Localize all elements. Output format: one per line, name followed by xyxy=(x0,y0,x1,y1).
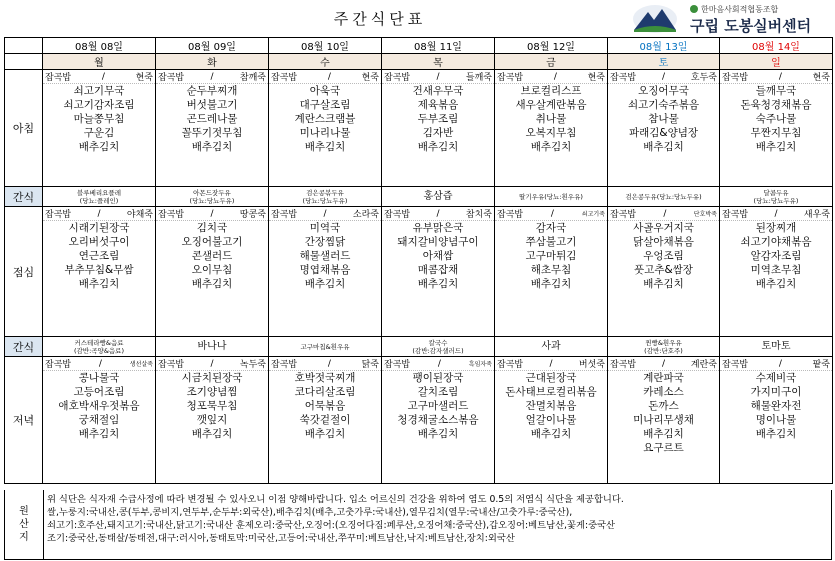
menu-item: 어묵볶음 xyxy=(304,400,346,412)
weekday-cell: 화 xyxy=(156,54,269,70)
rice-type: 잡곡밥 xyxy=(610,73,637,83)
menu-item: 김자반 xyxy=(422,127,454,139)
menu-item: 고구마샐러드 xyxy=(407,400,469,412)
lunch-menu-cell xyxy=(608,207,720,337)
breakfast-menu-cell xyxy=(43,70,156,187)
menu-item: 배추김치 xyxy=(417,141,459,153)
menu-item: 코다리살조림 xyxy=(294,386,356,398)
meal-label-breakfast: 아침 xyxy=(5,70,43,187)
menu-item: 두부조림 xyxy=(417,113,459,125)
rice-soup-line xyxy=(495,357,607,371)
rice-soup-line xyxy=(43,70,155,84)
rice-type: 잡곡밥 xyxy=(497,360,524,370)
menu-item: 근대된장국 xyxy=(525,372,577,384)
weekly-menu-table xyxy=(4,37,833,484)
rice-soup-line xyxy=(608,70,719,84)
menu-item: 쇠고기무국 xyxy=(73,85,125,97)
menu-item: 미나리나물 xyxy=(299,127,351,139)
menu-item: 고등어조림 xyxy=(73,386,125,398)
meal-label-snack: 간식 xyxy=(5,187,43,207)
menu-item: 잔멸치볶음 xyxy=(525,400,577,412)
menu-item: 곤드레나물 xyxy=(186,113,238,125)
menu-item: 배추김치 xyxy=(643,141,684,153)
rice-soup-line xyxy=(269,70,381,84)
breakfast-menu-cell xyxy=(720,70,833,187)
menu-item: 가지미구이 xyxy=(750,386,802,398)
menu-item: 미나리무생채 xyxy=(633,414,694,426)
menu-item: 배추김치 xyxy=(304,428,346,440)
separator: / xyxy=(323,208,327,219)
snack-cell xyxy=(608,187,720,207)
menu-item: 건새우무국 xyxy=(412,85,464,97)
menu-item: 얼갈이나물 xyxy=(525,414,577,426)
menu-item: 깻잎지 xyxy=(196,414,228,426)
date-cell: 08월 10일 xyxy=(269,38,382,54)
lunch-menu-cell xyxy=(720,207,833,337)
menu-item: 배추김치 xyxy=(417,428,459,440)
menu-item: 아욱국 xyxy=(309,85,341,97)
note-line: 위 식단은 식자재 수급사정에 따라 변경될 수 있사오니 이점 양해바랍니다. 입소 어르신의 건강을 위하여 염도 0.5의 저염식 식단을 제공합니다. xyxy=(47,494,624,505)
separator: / xyxy=(327,71,331,82)
porridge-type: 땅콩죽 xyxy=(239,210,266,220)
center-logo xyxy=(632,2,832,36)
porridge-type: 녹두죽 xyxy=(239,360,266,370)
rice-soup-line xyxy=(156,207,268,221)
separator: / xyxy=(661,71,666,82)
snack-note: (감반:단호주) xyxy=(644,346,683,355)
menu-item: 부추무침&무쌈 xyxy=(64,264,134,276)
snack-item: 토마토 xyxy=(761,340,791,352)
separator: / xyxy=(661,358,666,369)
snack-item: 찐빵&흰우유 xyxy=(645,338,682,347)
porridge-type: 팥죽 xyxy=(812,360,830,370)
separator: / xyxy=(778,71,782,82)
date-cell: 08월 08일 xyxy=(43,38,156,54)
separator: / xyxy=(210,358,214,369)
menu-item: 오징어무국 xyxy=(638,85,689,97)
menu-item: 아채쌈 xyxy=(422,250,454,262)
menu-item: 요구르트 xyxy=(643,442,684,454)
rice-type: 잡곡밥 xyxy=(722,360,749,370)
weekday-cell: 일 xyxy=(720,54,833,70)
rice-type: 잡곡밥 xyxy=(384,210,411,220)
menu-item: 매콤잡채 xyxy=(417,264,459,276)
menu-item: 꼴뚜기젓무침 xyxy=(181,127,243,139)
separator: / xyxy=(436,71,440,82)
snack-cell xyxy=(495,337,608,357)
mountain-logo-icon xyxy=(632,4,678,34)
porridge-type: 현죽 xyxy=(812,73,830,83)
menu-item: 시래기된장국 xyxy=(68,222,130,234)
rice-soup-line xyxy=(608,357,719,371)
snack-note: (감반:감자샐러드) xyxy=(412,346,464,355)
snack-item: 아몬드잣두유 xyxy=(193,188,231,197)
separator: / xyxy=(437,358,441,369)
menu-item: 수제비국 xyxy=(755,372,797,384)
rice-type: 잡곡밥 xyxy=(610,360,637,370)
porridge-type: 소라죽 xyxy=(352,210,379,220)
dinner-menu-cell xyxy=(269,357,382,484)
menu-item: 명엽채볶음 xyxy=(299,264,351,276)
snack-item: 홍삼즙 xyxy=(423,190,453,202)
menu-item: 숙주나물 xyxy=(755,113,797,125)
menu-item: 배추김치 xyxy=(643,278,684,290)
rice-type: 잡곡밥 xyxy=(271,73,298,83)
menu-item: 돼지갈비양념구이 xyxy=(397,236,479,248)
date-cell: 08월 11일 xyxy=(382,38,495,54)
separator: / xyxy=(549,358,553,369)
menu-item: 배추김치 xyxy=(304,141,346,153)
porridge-type: 현죽 xyxy=(587,73,605,83)
snack-note: (당뇨:당뇨두유) xyxy=(189,196,235,205)
note-line: 쌀,누룽지:국내산,콩(두부,콩비지,연두부,순두부:외국산),배추김치(배추,고춧가루:국내산),열무김치(열무:국내산/고춧가루:중국산), xyxy=(47,507,573,518)
menu-item: 해물완자전 xyxy=(750,400,802,412)
menu-item: 궁채절임 xyxy=(78,414,120,426)
rice-type: 잡곡밥 xyxy=(497,73,524,83)
menu-item: 배추김치 xyxy=(530,428,572,440)
porridge-type: 현죽 xyxy=(135,73,153,83)
weekday-cell: 목 xyxy=(382,54,495,70)
dinner-menu-cell xyxy=(43,357,156,484)
menu-item: 무짠지무침 xyxy=(750,127,802,139)
snack-item: 달콤두유 xyxy=(763,188,789,197)
menu-item: 계란스크램블 xyxy=(294,113,356,125)
date-cell: 08월 09일 xyxy=(156,38,269,54)
rice-soup-line xyxy=(720,357,832,371)
menu-item: 참나물 xyxy=(648,113,679,125)
weekday-cell: 금 xyxy=(495,54,608,70)
porridge-type: 생선살죽 xyxy=(129,361,153,368)
menu-item: 고구마튀김 xyxy=(525,250,577,262)
rice-type: 잡곡밥 xyxy=(497,210,524,220)
menu-item: 알감자조림 xyxy=(750,250,802,262)
menu-item: 오리버섯구이 xyxy=(68,236,130,248)
menu-item: 오이무침 xyxy=(191,264,233,276)
snack-cell xyxy=(156,337,269,357)
snack-item: 검은콩볶두유 xyxy=(306,188,344,197)
rice-type: 잡곡밥 xyxy=(384,360,411,370)
menu-item: 김치국 xyxy=(196,222,228,234)
lunch-menu-cell xyxy=(495,207,608,337)
menu-item: 들깨무국 xyxy=(755,85,797,97)
date-cell: 08월 12일 xyxy=(495,38,608,54)
menu-item: 우엉조림 xyxy=(643,250,684,262)
snack-note: (당뇨:당뇨두유) xyxy=(302,196,348,205)
snack-cell xyxy=(720,187,833,207)
note-line: 쇠고기:호주산,돼지고기:국내산,닭고기:국내산 훈제오리:중국산,오징어:(오징어다짐:페루산,오징어채:중국산),갑오징어:베트남산,꽃게:중국산 xyxy=(47,520,616,531)
snack-note: (당뇨:플레인) xyxy=(79,196,119,205)
rice-type: 잡곡밥 xyxy=(158,360,185,370)
org-name: 한마음사회적협동조합 xyxy=(690,4,778,15)
separator: / xyxy=(550,208,554,219)
separator: / xyxy=(774,208,778,219)
breakfast-menu-cell xyxy=(156,70,269,187)
menu-item: 돈사태브로컬리볶음 xyxy=(505,386,597,398)
menu-item: 해초무침 xyxy=(530,264,572,276)
rice-soup-line xyxy=(156,357,268,371)
porridge-type: 새우죽 xyxy=(803,210,830,220)
weekday-cell: 수 xyxy=(269,54,382,70)
menu-item: 명이나물 xyxy=(755,414,797,426)
snack-item: 검은콩두유(당뇨:당뇨두유) xyxy=(625,192,702,201)
snack-cell xyxy=(608,337,720,357)
snack-cell xyxy=(495,187,608,207)
menu-item: 배추김치 xyxy=(417,278,459,290)
menu-item: 갈치조림 xyxy=(417,386,459,398)
menu-item: 유부맑은국 xyxy=(412,222,464,234)
corner-cell xyxy=(5,38,43,54)
rice-soup-line xyxy=(156,70,268,84)
rice-type: 잡곡밥 xyxy=(271,360,298,370)
separator: / xyxy=(101,71,105,82)
date-cell: 08월 13일 xyxy=(608,38,720,54)
porridge-type: 야채죽 xyxy=(126,210,153,220)
menu-item: 콩나물국 xyxy=(78,372,120,384)
menu-item: 쇠고기숙주볶음 xyxy=(627,99,699,111)
rice-type: 잡곡밥 xyxy=(45,73,72,83)
rice-type: 잡곡밥 xyxy=(722,73,749,83)
menu-item: 닭살아채볶음 xyxy=(633,236,694,248)
snack-item: 블루베리요플레 xyxy=(77,188,121,197)
meal-label-snack: 간식 xyxy=(5,337,43,357)
menu-item: 청경채굴소스볶음 xyxy=(397,414,479,426)
menu-item: 청포묵무침 xyxy=(186,400,238,412)
separator: / xyxy=(327,358,331,369)
menu-item: 버섯불고기 xyxy=(186,99,238,111)
meal-label-dinner: 저녁 xyxy=(5,357,43,484)
lunch-menu-cell xyxy=(43,207,156,337)
separator: / xyxy=(553,71,557,82)
rice-type: 잡곡밥 xyxy=(384,73,411,83)
date-cell: 08월 14일 xyxy=(720,38,833,54)
snack-item: 딸기우유(당뇨:흰우유) xyxy=(519,192,583,201)
snack-item: 칼국수 xyxy=(428,338,448,347)
menu-item: 마늘쫑무침 xyxy=(73,113,125,125)
weekday-cell: 토 xyxy=(608,54,720,70)
menu-item: 배추김치 xyxy=(530,278,572,290)
snack-item: 고구마칩&흰우유 xyxy=(300,342,350,351)
menu-item: 조기양념찜 xyxy=(186,386,238,398)
porridge-type: 계란죽 xyxy=(690,360,717,370)
rice-type: 잡곡밥 xyxy=(45,360,72,370)
menu-item: 쇠고기야채볶음 xyxy=(740,236,812,248)
note-line: 조기:중국산,동태살/동태전,대구:러시아,동태토막:미국산,고등어:국내산,쭈꾸미:베트남산,낙지:베트남산,장치:외국산 xyxy=(47,533,515,544)
menu-item: 연근조림 xyxy=(78,250,120,262)
menu-item: 된장찌개 xyxy=(755,222,797,234)
porridge-type: 흑임자죽 xyxy=(468,361,492,368)
porridge-type: 버섯죽 xyxy=(578,360,605,370)
menu-item: 오복지무침 xyxy=(525,127,577,139)
menu-item: 배추김치 xyxy=(191,141,233,153)
menu-item: 시금치된장국 xyxy=(181,372,243,384)
snack-note: (당뇨:당뇨두유) xyxy=(753,196,799,205)
menu-item: 배추김치 xyxy=(78,141,120,153)
porridge-type: 참깨죽 xyxy=(239,73,266,83)
rice-type: 잡곡밥 xyxy=(722,210,749,220)
porridge-type: 참치죽 xyxy=(465,210,492,220)
snack-cell xyxy=(43,187,156,207)
center-name: 구립 도봉실버센터 xyxy=(690,17,812,35)
menu-item: 미역초무침 xyxy=(750,264,802,276)
menu-item: 배추김치 xyxy=(78,278,120,290)
menu-item: 애호박새우젓볶음 xyxy=(58,400,140,412)
lunch-menu-cell xyxy=(382,207,495,337)
snack-note: (감반:곡양&음료) xyxy=(73,346,124,355)
origin-text xyxy=(47,493,827,545)
rice-soup-line xyxy=(43,357,155,371)
menu-item: 새우살계란볶음 xyxy=(515,99,587,111)
rice-type: 잡곡밥 xyxy=(158,73,185,83)
porridge-type: 쇠고기죽 xyxy=(581,211,605,218)
menu-item: 대구살조림 xyxy=(299,99,351,111)
menu-item: 브로컬리스프 xyxy=(520,85,582,97)
snack-cell xyxy=(269,187,382,207)
rice-soup-line xyxy=(495,70,607,84)
menu-item: 오징어불고기 xyxy=(181,236,243,248)
rice-soup-line xyxy=(495,207,607,221)
snack-item: 바나나 xyxy=(197,340,227,352)
menu-item: 호박젓국찌개 xyxy=(294,372,356,384)
separator: / xyxy=(210,208,214,219)
menu-item: 배추김치 xyxy=(530,141,572,153)
snack-cell xyxy=(382,187,495,207)
menu-item: 쇠고기감자조림 xyxy=(63,99,135,111)
rice-soup-line xyxy=(382,357,494,371)
menu-item: 계란파국 xyxy=(643,372,684,384)
lunch-menu-cell xyxy=(269,207,382,337)
menu-item: 풋고추&쌈장 xyxy=(634,264,693,276)
porridge-type: 호두죽 xyxy=(690,73,717,83)
breakfast-menu-cell xyxy=(495,70,608,187)
menu-item: 간장찜닭 xyxy=(304,236,346,248)
separator: / xyxy=(663,208,667,219)
menu-item: 팽이된장국 xyxy=(412,372,464,384)
menu-item: 배추김치 xyxy=(755,141,797,153)
rice-type: 잡곡밥 xyxy=(610,210,637,220)
porridge-type: 들깨죽 xyxy=(465,73,492,83)
menu-item: 배추김치 xyxy=(643,428,684,440)
rice-type: 잡곡밥 xyxy=(158,210,185,220)
porridge-type: 닭죽 xyxy=(361,360,379,370)
menu-item: 쑥갓겉절이 xyxy=(299,414,351,426)
menu-item: 카레소스 xyxy=(643,386,684,398)
snack-cell xyxy=(382,337,495,357)
snack-cell xyxy=(269,337,382,357)
menu-item: 해물샐러드 xyxy=(299,250,351,262)
rice-soup-line xyxy=(720,70,832,84)
porridge-type: 현죽 xyxy=(361,73,379,83)
snack-cell xyxy=(156,187,269,207)
breakfast-menu-cell xyxy=(608,70,720,187)
dinner-menu-cell xyxy=(720,357,833,484)
menu-item: 구운김 xyxy=(83,127,115,139)
menu-item: 감자국 xyxy=(535,222,567,234)
rice-type: 잡곡밥 xyxy=(45,210,72,220)
snack-item: 사과 xyxy=(541,340,561,352)
origin-notes xyxy=(4,490,832,560)
breakfast-menu-cell xyxy=(382,70,495,187)
rice-soup-line xyxy=(43,207,155,221)
weekday-cell: 월 xyxy=(43,54,156,70)
menu-item: 배추김치 xyxy=(755,428,797,440)
menu-item: 제육볶음 xyxy=(417,99,459,111)
separator: / xyxy=(436,208,440,219)
rice-soup-line xyxy=(269,357,381,371)
breakfast-menu-cell xyxy=(269,70,382,187)
corner-cell xyxy=(5,54,43,70)
dinner-menu-cell xyxy=(608,357,720,484)
menu-item: 배추김치 xyxy=(755,278,797,290)
origin-label: 원 산 지 xyxy=(5,490,44,559)
menu-item: 돈육청경채볶음 xyxy=(740,99,812,111)
rice-soup-line xyxy=(382,207,494,221)
snack-cell xyxy=(43,337,156,357)
separator: / xyxy=(98,358,102,369)
menu-item: 쭈삼불고기 xyxy=(525,236,577,248)
menu-item: 배추김치 xyxy=(191,278,233,290)
snack-item: 커스테라빵&음료 xyxy=(74,338,124,347)
menu-item: 돈까스 xyxy=(648,400,679,412)
dinner-menu-cell xyxy=(156,357,269,484)
menu-item: 미역국 xyxy=(309,222,341,234)
menu-item: 파래김&양념장 xyxy=(628,127,699,139)
porridge-type: 단호박죽 xyxy=(693,211,717,218)
menu-item: 사골우거지국 xyxy=(633,222,694,234)
menu-item: 콘샐러드 xyxy=(191,250,233,262)
meal-label-lunch: 점심 xyxy=(5,207,43,337)
menu-item: 배추김치 xyxy=(191,428,233,440)
dinner-menu-cell xyxy=(495,357,608,484)
lunch-menu-cell xyxy=(156,207,269,337)
separator: / xyxy=(778,358,782,369)
dinner-menu-cell xyxy=(382,357,495,484)
separator: / xyxy=(97,208,101,219)
separator: / xyxy=(210,71,214,82)
menu-item: 배추김치 xyxy=(304,278,346,290)
rice-soup-line xyxy=(608,207,719,221)
rice-soup-line xyxy=(720,207,832,221)
page-title: 주간식단표 xyxy=(333,10,427,28)
menu-item: 배추김치 xyxy=(78,428,120,440)
rice-soup-line xyxy=(269,207,381,221)
menu-item: 취나물 xyxy=(535,113,567,125)
rice-soup-line xyxy=(382,70,494,84)
rice-type: 잡곡밥 xyxy=(271,210,298,220)
snack-cell xyxy=(720,337,833,357)
menu-item: 순두부찌개 xyxy=(186,85,238,97)
